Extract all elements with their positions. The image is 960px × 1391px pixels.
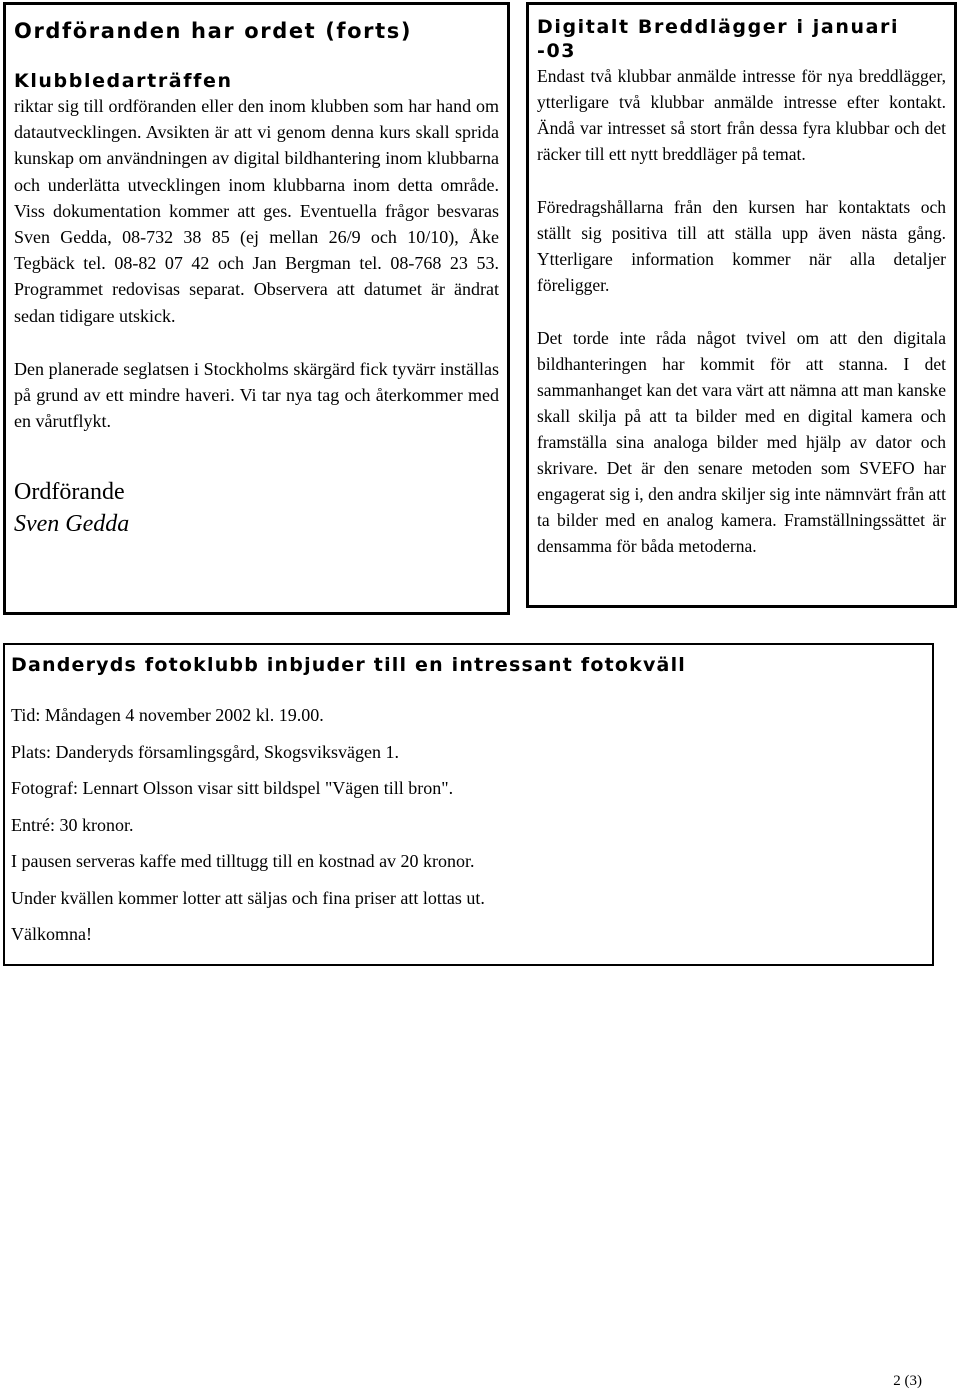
digital-camp-title: Digitalt Breddlägger i januari -03 bbox=[537, 16, 900, 62]
digital-camp-paragraph-3: Det torde inte råda något tvivel om att den digitala bildhanteringen har kommit för att stanna. I det sammanhanget kan det vara värt att nämna att man kanske skall skilja på att ta bilder med en digital kamera och framställa sina analoga bilder med hjälp av dator och skrivare. Det är den senare metoden som SVEFO har engagerat sig i, den andra skiljer sig inte nämnvärt från att ta bilder med en analog kamera. Framställningssättet är densamma för båda metoderna. bbox=[537, 328, 946, 556]
chairman-title: Ordföranden har ordet (forts) bbox=[14, 19, 413, 43]
digital-camp-paragraph-1: Endast två klubbar anmälde intresse för nya breddlägger, ytterligare två klubbar anmälde intresse efter kontakt. Ändå var intresset så stort från dessa fyra klubbar och det räcker till ett nytt breddläger på temat. bbox=[537, 66, 946, 164]
signature-role: Ordförande bbox=[14, 479, 125, 506]
event-coffee: I pausen serveras kaffe med tilltugg till en kostnad av 20 kronor. bbox=[11, 851, 475, 871]
signature-name: Sven Gedda bbox=[14, 511, 130, 538]
event-photographer: Fotograf: Lennart Olsson visar sitt bildspel "Vägen till bron". bbox=[11, 778, 454, 798]
event-lottery: Under kvällen kommer lotter att säljas och fina priser att lottas ut. bbox=[11, 887, 485, 908]
event-time: Tid: Måndagen 4 november 2002 kl. 19.00. bbox=[11, 705, 324, 725]
invitation-title: Danderyds fotoklubb inbjuder till en intressant fotokväll bbox=[11, 654, 687, 676]
club-leader-meeting-heading: Klubbledarträffen bbox=[14, 70, 233, 92]
event-place: Plats: Danderyds församlingsgård, Skogsviksvägen 1. bbox=[11, 741, 399, 762]
event-welcome: Välkomna! bbox=[11, 924, 92, 944]
digital-camp-column bbox=[526, 2, 957, 608]
page-number: 2 (3) bbox=[893, 1373, 922, 1389]
digital-camp-paragraph-2: Föredragshållarna från den kursen har kontaktats och ställt sig positiva till att ställa upp även nästa gång. Ytterligare information kommer när alla detaljer föreligger. bbox=[537, 197, 946, 295]
chairman-column bbox=[3, 2, 510, 615]
club-leader-meeting-text: riktar sig till ordföranden eller den inom klubben som har hand om datautvecklingen. Avsikten är att vi genom denna kurs skall sprida kunskap om användningen av digital bildhantering inom klubbarna och underlätta utvecklingen inom klubbarna inom detta område. Viss dokumentation kommer att ges. Eventuella frågor besvaras Sven Gedda, 08-732 38 85 (ej mellan 26/9 och 10/10), Åke Tegbäck tel. 08-82 07 42 och Jan Bergman tel. 08-768 23 53. Programmet redovisas separat. Observera att datumet är ändrat sedan tidigare utskick. bbox=[14, 96, 499, 326]
photo-evening-invitation bbox=[3, 643, 934, 966]
sailing-trip-text: Den planerade seglatsen i Stockholms skärgärd fick tyvärr inställas på grund av ett mindre haveri. Vi tar nya tag och återkommer med en vårutflykt. bbox=[14, 358, 499, 432]
event-entry-fee: Entré: 30 kronor. bbox=[11, 814, 134, 835]
